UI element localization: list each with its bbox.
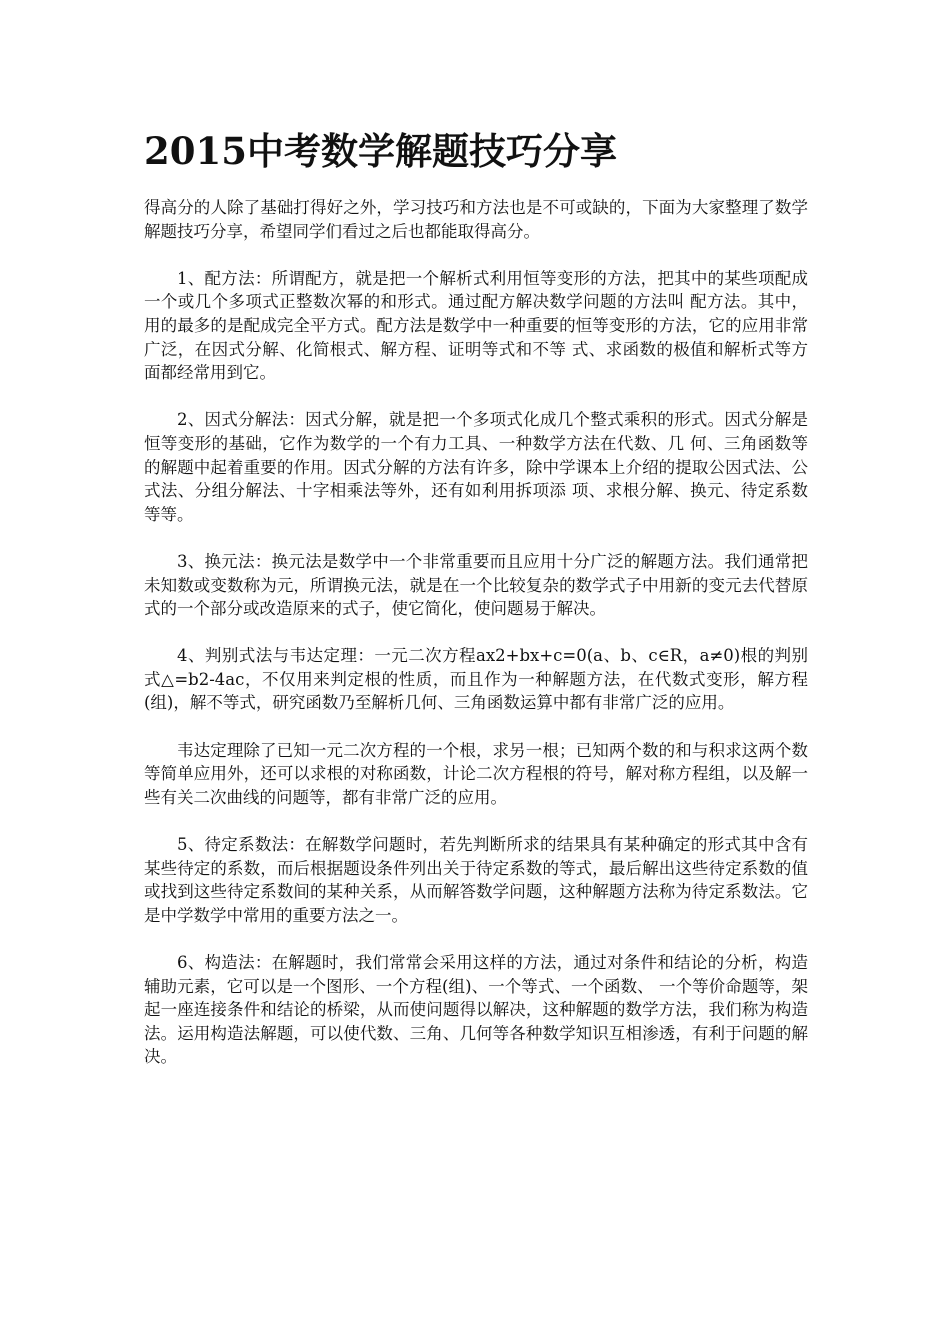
paragraph-discriminant: 4、判别式法与韦达定理：一元二次方程ax2+bx+c=0(a、b、c∈R，a≠0)根的判别式△=b2-4ac，不仅用来判定根的性质，而且作为一种解题方法，在代数式变形，解方程(组)，解不等式，研究函数乃至解析几何、三角函数运算中都有非常广泛的应用。 [144,646,808,713]
intro-paragraph: 得高分的人除了基础打得好之外，学习技巧和方法也是不可或缺的，下面为大家整理了数学解题技巧分享，希望同学们看过之后也都能取得高分。 [144,198,808,241]
paragraph-undetermined-coefficients: 5、待定系数法：在解数学问题时，若先判断所求的结果具有某种确定的形式其中含有某些待定的系数，而后根据题设条件列出关于待定系数的等式，最后解出这些待定系数的值或找到这些待定系数间的某种关系，从而解答数学问题，这种解题方法称为待定系数法。它是中学数学中常用的重要方法之一。 [144,835,808,925]
paragraph-vieta: 韦达定理除了已知一元二次方程的一个根，求另一根；已知两个数的和与积求这两个数等简单应用外，还可以求根的对称函数，计论二次方程根的符号，解对称方程组，以及解一些有关二次曲线的问题等，都有非常广泛的应用。 [144,740,808,807]
document-body [144,196,808,1093]
paragraph-completing-square: 1、配方法：所谓配方，就是把一个解析式利用恒等变形的方法，把其中的某些项配成一个或几个多项式正整数次幂的和形式。通过配方解决数学问题的方法叫 配方法。其中，用的最多的是配成完全平方式。配方法是数学中一种重要的恒等变形的方法，它的应用非常广泛，在因式分解、化简根式、解方程、证明等式和不等 式、求函数的极值和解析式等方面都经常用到它。 [144,268,808,383]
document-title: 2015中考数学解题技巧分享 [144,129,617,173]
paragraph-substitution: 3、换元法：换元法是数学中一个非常重要而且应用十分广泛的解题方法。我们通常把未知数或变数称为元，所谓换元法，就是在一个比较复杂的数学式子中用新的变元去代替原式的一个部分或改造原来的式子，使它简化，使问题易于解决。 [144,551,808,619]
paragraph-construction: 6、构造法：在解题时，我们常常会采用这样的方法，通过对条件和结论的分析，构造辅助元素，它可以是一个图形、一个方程(组)、一个等式、一个函数、 一个等价命题等，架起一座连接条件和结论的桥梁，从而使问题得以解决，这种解题的数学方法，我们称为构造法。运用构造法解题，可以使代数、三角、几何等各种数学知识互相渗透，有利于问题的解决。 [144,953,808,1067]
paragraph-factorization: 2、因式分解法：因式分解，就是把一个多项式化成几个整式乘积的形式。因式分解是恒等变形的基础，它作为数学的一个有力工具、一种数学方法在代数、几 何、三角函数等的解题中起着重要的作用。因式分解的方法有许多，除中学课本上介绍的提取公因式法、公式法、分组分解法、十字相乘法等外，还有如利用拆项添 项、求根分解、换元、待定系数等等。 [144,410,808,524]
